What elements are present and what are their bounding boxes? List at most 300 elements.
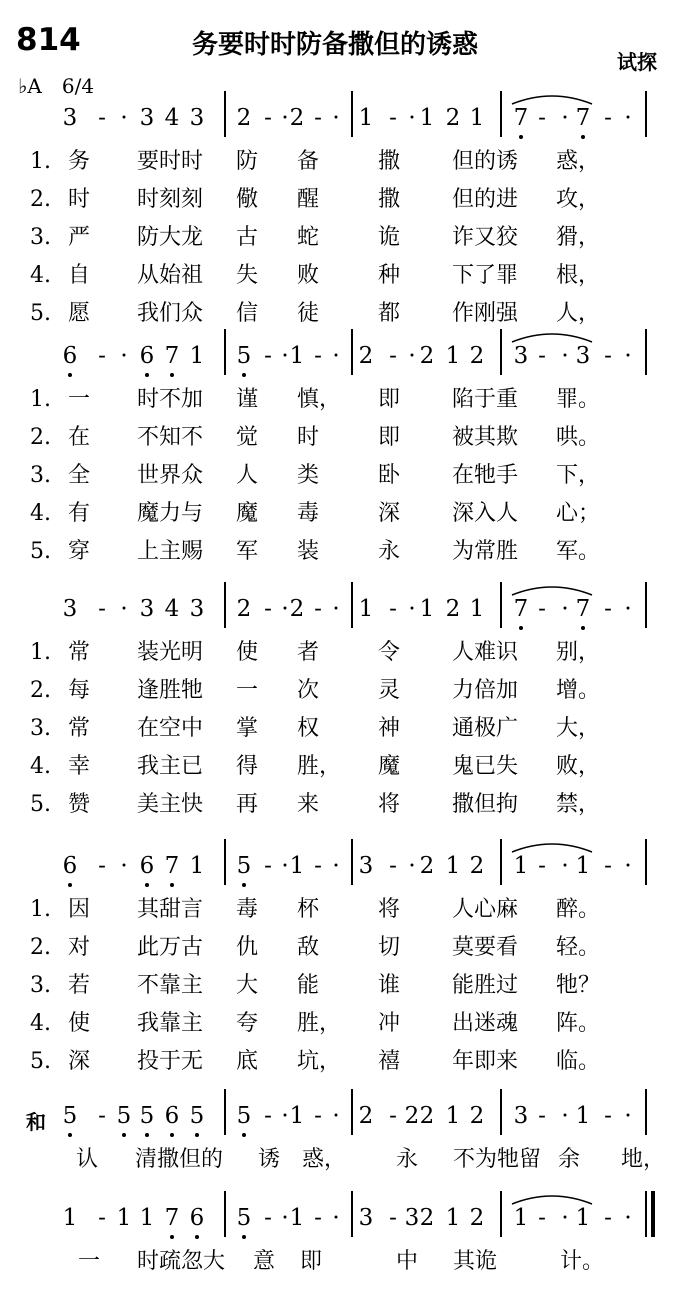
lyric-syllable: 防大龙 (137, 225, 204, 250)
lyric-syllable: 对 (68, 935, 91, 960)
note: - (264, 343, 272, 369)
lyric-syllable: 出迷魂 (452, 1011, 519, 1036)
barline (351, 91, 353, 137)
lyric-syllable: 败 (297, 263, 320, 288)
lyric-syllable: 每 (68, 678, 91, 703)
note: - (98, 1103, 106, 1129)
lyric-syllable: 清撒但的 (135, 1147, 224, 1172)
note: - (98, 853, 106, 879)
note: 2 (419, 853, 435, 879)
lyric-syllable: 根， (556, 263, 601, 288)
slur (511, 582, 593, 596)
lyric-syllable: 通极广 (452, 716, 519, 741)
note: - (538, 1205, 546, 1231)
lyric-syllable: 军。 (556, 539, 601, 564)
note: 3 (189, 596, 205, 622)
barline (645, 582, 647, 628)
note: 2 (469, 343, 485, 369)
note: - (264, 105, 272, 131)
lyric-syllable: 撒 (378, 187, 401, 212)
note: · (281, 596, 289, 622)
note: 7 (575, 596, 591, 622)
lyric-syllable: 仇 (236, 935, 259, 960)
note: - (98, 596, 106, 622)
note: · (624, 1103, 632, 1129)
note: · (281, 1103, 289, 1129)
final-barline-thick (651, 1191, 655, 1237)
lyric-syllable: 能 (297, 973, 320, 998)
note: 1 (62, 1205, 78, 1231)
note: 7 (164, 343, 180, 369)
lyric-syllable: 胜， (297, 754, 342, 779)
note: · (561, 596, 569, 622)
octave-dot (170, 373, 174, 377)
note: 2 (469, 1205, 485, 1231)
note: - (264, 1205, 272, 1231)
note: 1 (445, 343, 461, 369)
lyric-syllable: 即 (300, 1249, 323, 1274)
lyric-syllable: 其甜言 (137, 897, 204, 922)
lyric-syllable: 军 (236, 539, 259, 564)
lyric-syllable: 坑， (297, 1049, 342, 1074)
note: · (408, 105, 416, 131)
barline (500, 1191, 502, 1237)
lyric-syllable: 深 (378, 501, 401, 526)
octave-dot (170, 883, 174, 887)
slur (511, 839, 593, 853)
lyric-syllable: 常 (68, 716, 91, 741)
lyric-syllable: 深入人 (452, 501, 519, 526)
verse-number: 3. (30, 225, 51, 250)
octave-dot (581, 626, 585, 630)
note: 5 (62, 1103, 78, 1129)
octave-dot (68, 1133, 72, 1137)
lyric-syllable: 轻。 (556, 935, 601, 960)
note: 3 (139, 596, 155, 622)
lyric-syllable: 永 (396, 1147, 419, 1172)
lyric-syllable: 古 (236, 225, 259, 250)
lyric-syllable: 下， (556, 463, 601, 488)
note: 1 (419, 596, 435, 622)
note: 5 (139, 1103, 155, 1129)
lyric-syllable: 人心麻 (452, 897, 519, 922)
note: 6 (164, 1103, 180, 1129)
note: 1 (575, 1103, 591, 1129)
note: · (624, 853, 632, 879)
note: 6 (62, 853, 78, 879)
octave-dot (145, 373, 149, 377)
verse-number: 5. (30, 301, 51, 326)
lyric-syllable: 徒 (297, 301, 320, 326)
lyric-syllable: 种 (378, 263, 401, 288)
lyric-syllable: 不为牠留 (453, 1147, 542, 1172)
note: - (98, 105, 106, 131)
lyric-syllable: 认 (76, 1147, 99, 1172)
lyric-syllable: 一 (68, 387, 91, 412)
lyric-syllable: 禧 (378, 1049, 401, 1074)
note: · (561, 853, 569, 879)
lyric-syllable: 再 (236, 792, 259, 817)
lyric-syllable: 全 (68, 463, 91, 488)
octave-dot (242, 1133, 246, 1137)
verse-number: 4. (30, 1011, 51, 1036)
note: 3 (358, 1205, 374, 1231)
lyric-syllable: 敌 (297, 935, 320, 960)
barline (500, 91, 502, 137)
lyric-syllable: 幸 (68, 754, 91, 779)
note: 7 (575, 105, 591, 131)
lyric-syllable: 都 (378, 301, 401, 326)
barline (224, 1191, 226, 1237)
note: · (624, 596, 632, 622)
lyric-syllable: 人 (236, 463, 259, 488)
lyric-syllable: 胜， (297, 1011, 342, 1036)
final-barline (645, 1191, 647, 1237)
octave-dot (242, 1235, 246, 1239)
lyric-syllable: 将 (378, 897, 401, 922)
octave-dot (242, 373, 246, 377)
note: · (561, 343, 569, 369)
note: 2 (289, 105, 305, 131)
note: 1 (289, 853, 305, 879)
hymn-number: 814 (16, 22, 81, 58)
verse-number: 2. (30, 187, 51, 212)
barline (351, 1191, 353, 1237)
note: · (561, 1205, 569, 1231)
note: - (604, 343, 612, 369)
lyric-syllable: 卧 (378, 463, 401, 488)
note: - (538, 596, 546, 622)
lyric-syllable: 者 (297, 640, 320, 665)
lyric-syllable: 从始祖 (137, 263, 204, 288)
lyric-syllable: 作刚强 (452, 301, 519, 326)
lyric-syllable: 杯 (297, 897, 320, 922)
octave-dot (122, 1133, 126, 1137)
slur-arc (512, 1196, 592, 1204)
verse-number: 1. (30, 640, 51, 665)
note: 1 (445, 853, 461, 879)
lyric-syllable: 攻， (556, 187, 601, 212)
note: 6 (139, 853, 155, 879)
lyric-syllable: 陷于重 (452, 387, 519, 412)
note: 4 (164, 596, 180, 622)
lyric-syllable: 使 (236, 640, 259, 665)
note: · (624, 1205, 632, 1231)
octave-dot (68, 373, 72, 377)
lyric-syllable: 魔 (236, 501, 259, 526)
lyric-syllable: 但的诱 (452, 149, 519, 174)
barline (500, 329, 502, 375)
lyric-syllable: 备 (297, 149, 320, 174)
note: 2 (404, 1103, 420, 1129)
note: 2 (358, 1103, 374, 1129)
lyric-syllable: 其诡 (453, 1249, 498, 1274)
octave-dot (145, 883, 149, 887)
note: 3 (404, 1205, 420, 1231)
octave-dot (519, 626, 523, 630)
hymn-title: 务要时时防备撒但的诱惑 (192, 30, 479, 60)
verse-number: 5. (30, 539, 51, 564)
note: 2 (445, 105, 461, 131)
lyric-syllable: 觉 (236, 425, 259, 450)
lyric-syllable: 在牠手 (452, 463, 519, 488)
note: 3 (62, 105, 78, 131)
note: · (332, 1205, 340, 1231)
lyric-syllable: 时疏忽大 (137, 1249, 226, 1274)
lyric-syllable: 能胜过 (452, 973, 519, 998)
note: 1 (575, 853, 591, 879)
barline (224, 91, 226, 137)
octave-dot (195, 1133, 199, 1137)
lyric-syllable: 即 (378, 387, 401, 412)
lyric-syllable: 时 (297, 425, 320, 450)
lyric-syllable: 惑， (302, 1147, 347, 1172)
note: 5 (236, 343, 252, 369)
slur (511, 1191, 593, 1205)
verse-number: 3. (30, 973, 51, 998)
lyric-syllable: 来 (297, 792, 320, 817)
lyric-syllable: 装光明 (137, 640, 204, 665)
lyric-syllable: 愿 (68, 301, 91, 326)
note: 1 (189, 343, 205, 369)
slur-arc (512, 96, 592, 104)
lyric-syllable: 不知不 (137, 425, 204, 450)
lyric-syllable: 谨 (236, 387, 259, 412)
lyric-syllable: 儆 (236, 187, 259, 212)
note: 1 (358, 596, 374, 622)
lyric-syllable: 上主赐 (137, 539, 204, 564)
lyric-syllable: 即 (378, 425, 401, 450)
verse-number: 3. (30, 716, 51, 741)
verse-number: 1. (30, 897, 51, 922)
note: - (389, 1103, 397, 1129)
note: 6 (139, 343, 155, 369)
lyric-syllable: 底 (236, 1049, 259, 1074)
note: 1 (289, 1205, 305, 1231)
note: 5 (236, 1103, 252, 1129)
lyric-syllable: 自 (68, 263, 91, 288)
note: 3 (358, 853, 374, 879)
note: 7 (164, 1205, 180, 1231)
note: - (314, 853, 322, 879)
lyric-syllable: 逢胜牠 (137, 678, 204, 703)
note: - (314, 1103, 322, 1129)
note: 1 (116, 1205, 132, 1231)
lyric-syllable: 大， (556, 716, 601, 741)
barline (500, 582, 502, 628)
lyric-syllable: 地， (621, 1147, 666, 1172)
lyric-syllable: 我主已 (137, 754, 204, 779)
note: 5 (189, 1103, 205, 1129)
octave-dot (145, 1133, 149, 1137)
lyric-syllable: 常 (68, 640, 91, 665)
lyric-syllable: 在 (68, 425, 91, 450)
lyric-syllable: 人， (556, 301, 601, 326)
note: · (281, 105, 289, 131)
lyric-syllable: 将 (378, 792, 401, 817)
hymn-category: 试探 (617, 50, 657, 74)
barline (351, 582, 353, 628)
note: 2 (289, 596, 305, 622)
lyric-syllable: 哄。 (556, 425, 601, 450)
lyric-syllable: 夸 (236, 1011, 259, 1036)
note: - (604, 1205, 612, 1231)
lyric-syllable: 神 (378, 716, 401, 741)
lyric-syllable: 一 (78, 1249, 101, 1274)
note: 2 (419, 1103, 435, 1129)
lyric-syllable: 时不加 (137, 387, 204, 412)
lyric-syllable: 撒但拘 (452, 792, 519, 817)
barline (224, 582, 226, 628)
note: - (264, 853, 272, 879)
key-signature: ♭A 6/4 (18, 74, 95, 98)
lyric-syllable: 永 (378, 539, 401, 564)
barline (500, 839, 502, 885)
lyric-syllable: 信 (236, 301, 259, 326)
note: · (332, 1103, 340, 1129)
lyric-syllable: 下了罪 (452, 263, 519, 288)
note: · (408, 343, 416, 369)
lyric-syllable: 装 (297, 539, 320, 564)
note: 1 (469, 105, 485, 131)
lyric-syllable: 心； (556, 501, 601, 526)
lyric-syllable: 醒 (297, 187, 320, 212)
note: 2 (358, 343, 374, 369)
lyric-syllable: 慎， (297, 387, 342, 412)
note: 1 (469, 596, 485, 622)
note: 7 (164, 853, 180, 879)
note: 2 (469, 1103, 485, 1129)
lyric-syllable: 增。 (556, 678, 601, 703)
barline (645, 1089, 647, 1135)
lyric-syllable: 若 (68, 973, 91, 998)
note: - (538, 1103, 546, 1129)
note: - (98, 1205, 106, 1231)
lyric-syllable: 令 (378, 640, 401, 665)
note: 3 (513, 343, 529, 369)
note: - (389, 105, 397, 131)
lyric-syllable: 我靠主 (137, 1011, 204, 1036)
verse-number: 1. (30, 149, 51, 174)
barline (351, 329, 353, 375)
lyric-syllable: 权 (297, 716, 320, 741)
note: - (538, 105, 546, 131)
barline (224, 329, 226, 375)
octave-dot (170, 1133, 174, 1137)
lyric-syllable: 余 (558, 1147, 581, 1172)
note: - (264, 1103, 272, 1129)
note: - (538, 853, 546, 879)
lyric-syllable: 鬼已失 (452, 754, 519, 779)
lyric-syllable: 世界众 (137, 463, 204, 488)
note: 2 (236, 105, 252, 131)
note: · (332, 105, 340, 131)
note: · (332, 343, 340, 369)
note: 3 (189, 105, 205, 131)
note: · (332, 853, 340, 879)
note: · (281, 343, 289, 369)
note: 3 (139, 105, 155, 131)
lyric-syllable: 醉。 (556, 897, 601, 922)
verse-number: 2. (30, 425, 51, 450)
lyric-syllable: 穿 (68, 539, 91, 564)
verse-number: 4. (30, 754, 51, 779)
note: - (604, 853, 612, 879)
lyric-syllable: 不靠主 (137, 973, 204, 998)
octave-dot (519, 135, 523, 139)
lyric-syllable: 严 (68, 225, 91, 250)
slur-arc (512, 587, 592, 595)
lyric-syllable: 毒 (297, 501, 320, 526)
note: - (538, 343, 546, 369)
lyric-syllable: 毒 (236, 897, 259, 922)
lyric-syllable: 使 (68, 1011, 91, 1036)
lyric-syllable: 计。 (560, 1249, 605, 1274)
note: 4 (164, 105, 180, 131)
lyric-syllable: 意 (253, 1249, 276, 1274)
verse-number: 4. (30, 263, 51, 288)
slur (511, 91, 593, 105)
lyric-syllable: 一 (236, 678, 259, 703)
note: 1 (445, 1205, 461, 1231)
verse-number: 5. (30, 1049, 51, 1074)
note: · (120, 853, 128, 879)
lyric-syllable: 在空中 (137, 716, 204, 741)
lyric-syllable: 失 (236, 263, 259, 288)
lyric-syllable: 有 (68, 501, 91, 526)
note: · (120, 596, 128, 622)
note: · (120, 105, 128, 131)
refrain-label: 和 (26, 1110, 46, 1134)
note: 1 (513, 853, 529, 879)
verse-number: 2. (30, 678, 51, 703)
lyric-syllable: 大 (236, 973, 259, 998)
octave-dot (195, 1235, 199, 1239)
lyric-syllable: 次 (297, 678, 320, 703)
note: - (98, 343, 106, 369)
lyric-syllable: 蛇 (297, 225, 320, 250)
note: · (281, 853, 289, 879)
note: 1 (419, 105, 435, 131)
note: - (264, 596, 272, 622)
lyric-syllable: 此万古 (137, 935, 204, 960)
note: 1 (445, 1103, 461, 1129)
lyric-syllable: 阵。 (556, 1011, 601, 1036)
lyric-syllable: 类 (297, 463, 320, 488)
barline (224, 1089, 226, 1135)
verse-number: 3. (30, 463, 51, 488)
note: 1 (139, 1205, 155, 1231)
note: - (389, 1205, 397, 1231)
lyric-syllable: 惑， (556, 149, 601, 174)
note: 1 (289, 343, 305, 369)
lyric-syllable: 防 (236, 149, 259, 174)
note: 2 (419, 343, 435, 369)
verse-number: 1. (30, 387, 51, 412)
note: · (332, 596, 340, 622)
lyric-syllable: 美主快 (137, 792, 204, 817)
octave-dot (170, 1235, 174, 1239)
note: 3 (62, 596, 78, 622)
note: 3 (575, 343, 591, 369)
lyric-syllable: 撒 (378, 149, 401, 174)
octave-dot (242, 883, 246, 887)
note: - (604, 596, 612, 622)
lyric-syllable: 冲 (378, 1011, 401, 1036)
note: - (389, 596, 397, 622)
lyric-syllable: 时刻刻 (137, 187, 204, 212)
verse-number: 5. (30, 792, 51, 817)
